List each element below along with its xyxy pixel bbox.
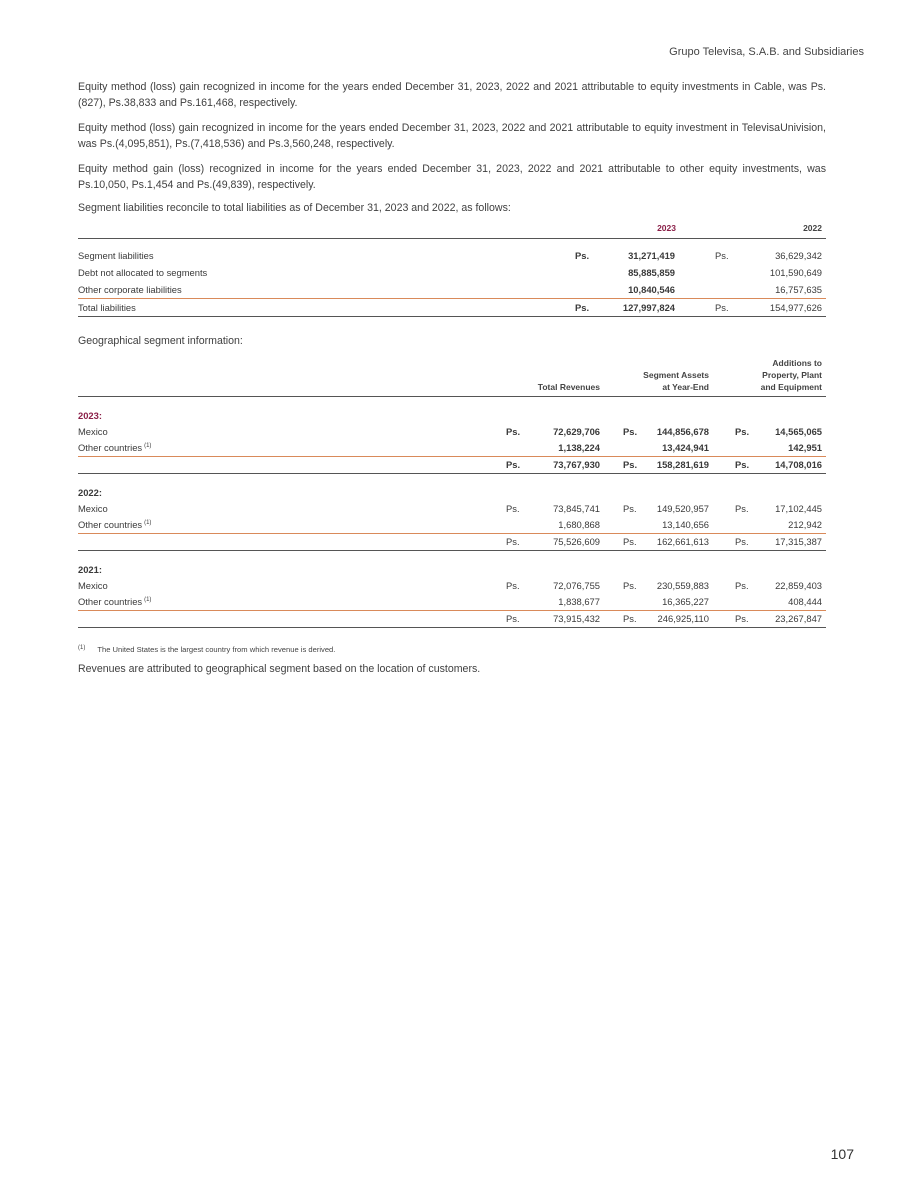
revenue-value: 75,526,609 <box>553 536 600 547</box>
liabilities-table <box>78 220 826 317</box>
value-2022: 16,757,635 <box>775 284 822 295</box>
footnote <box>78 645 826 654</box>
liabilities-caption: Segment liabilities reconcile to total liabilities as of December 31, 2023 and 2022, as follows: <box>78 202 511 214</box>
additions-value: 23,267,847 <box>775 613 822 624</box>
currency-2023: Ps. <box>575 302 590 313</box>
row-label: Total liabilities <box>78 302 136 313</box>
paragraph-other-investments: Equity method gain (loss) recognized in income for the years ended December 31, 2023, 2022 and 2021 attributable to other equity investments, was Ps.10,050, Ps.1,454 and Ps.(49,839), respectively. <box>78 163 826 191</box>
assets-value: 16,365,227 <box>662 596 709 607</box>
total-row: Ps. 73,767,930 Ps. 158,281,619 Ps. 14,708,016 <box>78 457 826 474</box>
currency-2023: Ps. <box>575 250 590 261</box>
row-label: Other countries $^{(1)}$ <box>78 519 152 530</box>
table-row <box>78 247 826 264</box>
value-2022: 36,629,342 <box>775 250 822 261</box>
row-label: Mexico <box>78 503 108 514</box>
value-2022: 101,590,649 <box>769 267 822 278</box>
revenue-value: 72,629,706 <box>553 426 600 437</box>
row-label: Debt not allocated to segments <box>78 267 208 278</box>
column-header-assets: Segment Assets at Year-End <box>643 370 709 392</box>
currency-2022: Ps. <box>715 250 729 261</box>
additions-value: 408,444 <box>788 596 822 607</box>
footnote-ref: (1) <box>144 597 152 603</box>
additions-value: 14,708,016 <box>775 459 822 470</box>
document-header-company: Grupo Televisa, S.A.B. and Subsidiaries <box>669 46 864 58</box>
additions-value: 17,102,445 <box>775 503 822 514</box>
revenue-value: 73,767,930 <box>553 459 600 470</box>
total-row: Ps. 73,915,432 Ps. 246,925,110 Ps. 23,267,847 <box>78 611 826 628</box>
paragraph-televisaunivision: Equity method (loss) gain recognized in income for the years ended December 31, 2023, 2022 and 2021 attributable to equity investment in TelevisaUnivision, was Ps.(4,095,851), Ps.(7,418,536) and Ps.3,560,248, respectively. <box>78 122 826 150</box>
closing-paragraph: Revenues are attributed to geographical segment based on the location of customers. <box>78 663 481 675</box>
geo-table <box>78 358 826 628</box>
additions-value: 17,315,387 <box>775 536 822 547</box>
value-2023: 127,997,824 <box>622 302 675 313</box>
revenue-value: 73,845,741 <box>553 503 600 514</box>
additions-value: 142,951 <box>788 442 822 453</box>
table-row: Mexico Ps. 72,629,706 Ps. 144,856,678 Ps. 14,565,065 <box>78 424 826 440</box>
year-heading-2021: 2021: <box>78 564 102 575</box>
revenue-value: 1,680,868 <box>558 519 600 530</box>
year-heading-2022: 2022: <box>78 487 102 498</box>
revenue-value: 73,915,432 <box>553 613 600 624</box>
total-row <box>78 299 826 317</box>
revenue-value: 1,838,677 <box>558 596 600 607</box>
row-label: Mexico <box>78 580 108 591</box>
currency-2022: Ps. <box>715 302 729 313</box>
column-header-revenues: Total Revenues <box>537 382 600 392</box>
total-row: Ps. 75,526,609 Ps. 162,661,613 Ps. 17,315,387 <box>78 534 826 551</box>
value-2023: 10,840,546 <box>628 284 675 295</box>
column-header-2023: 2023 <box>657 223 676 233</box>
table-row <box>78 440 826 457</box>
page-content <box>78 79 826 675</box>
revenue-value: 1,138,224 <box>558 442 600 453</box>
additions-value: 212,942 <box>788 519 822 530</box>
additions-value: 22,859,403 <box>775 580 822 591</box>
footnote-text: The United States is the largest country from which revenue is derived. <box>97 645 336 654</box>
value-2023: 85,885,859 <box>628 267 675 278</box>
geo-section-title: Geographical segment information: <box>78 335 243 347</box>
row-label: Other countries $^{(1)}$ <box>78 596 152 607</box>
additions-value: 14,565,065 <box>775 426 822 437</box>
column-header-additions: Additions to Property, Plant and Equipment <box>760 358 822 392</box>
year-heading-2023: 2023: <box>78 410 102 421</box>
row-label: Other corporate liabilities <box>78 284 182 295</box>
value-2022: 154,977,626 <box>769 302 822 313</box>
column-header-2022: 2022 <box>803 223 822 233</box>
assets-value: 144,856,678 <box>656 426 709 437</box>
liabilities-table-header <box>78 220 826 239</box>
footnote-mark: (1) <box>78 645 86 651</box>
value-2023: 31,271,419 <box>628 250 675 261</box>
footnote-ref: (1) <box>144 520 152 526</box>
row-label: Other countries $^{(1)}$ <box>78 442 152 453</box>
page-number: 107 <box>830 1146 854 1162</box>
table-row <box>78 264 826 281</box>
assets-value: 13,424,941 <box>662 442 709 453</box>
paragraph-cable: Equity method (loss) gain recognized in income for the years ended December 31, 2023, 2022 and 2021 attributable to equity investments in Cable, was Ps.(827), Ps.38,833 and Ps.161,468, respectively. <box>78 81 826 109</box>
assets-value: 230,559,883 <box>656 580 709 591</box>
assets-value: 13,140,656 <box>662 519 709 530</box>
table-row <box>78 517 826 534</box>
table-row: Mexico Ps. 72,076,755 Ps. 230,559,883 Ps. 22,859,403 <box>78 578 826 594</box>
table-row: Mexico Ps. 73,845,741 Ps. 149,520,957 Ps. 17,102,445 <box>78 501 826 517</box>
table-row <box>78 594 826 611</box>
assets-value: 149,520,957 <box>656 503 709 514</box>
assets-value: 162,661,613 <box>656 536 709 547</box>
assets-value: 158,281,619 <box>656 459 709 470</box>
table-row <box>78 281 826 299</box>
row-label: Mexico <box>78 426 108 437</box>
footnote-ref: (1) <box>144 443 152 449</box>
geo-table-header <box>78 358 826 397</box>
row-label: Segment liabilities <box>78 250 154 261</box>
revenue-value: 72,076,755 <box>553 580 600 591</box>
assets-value: 246,925,110 <box>657 613 709 624</box>
